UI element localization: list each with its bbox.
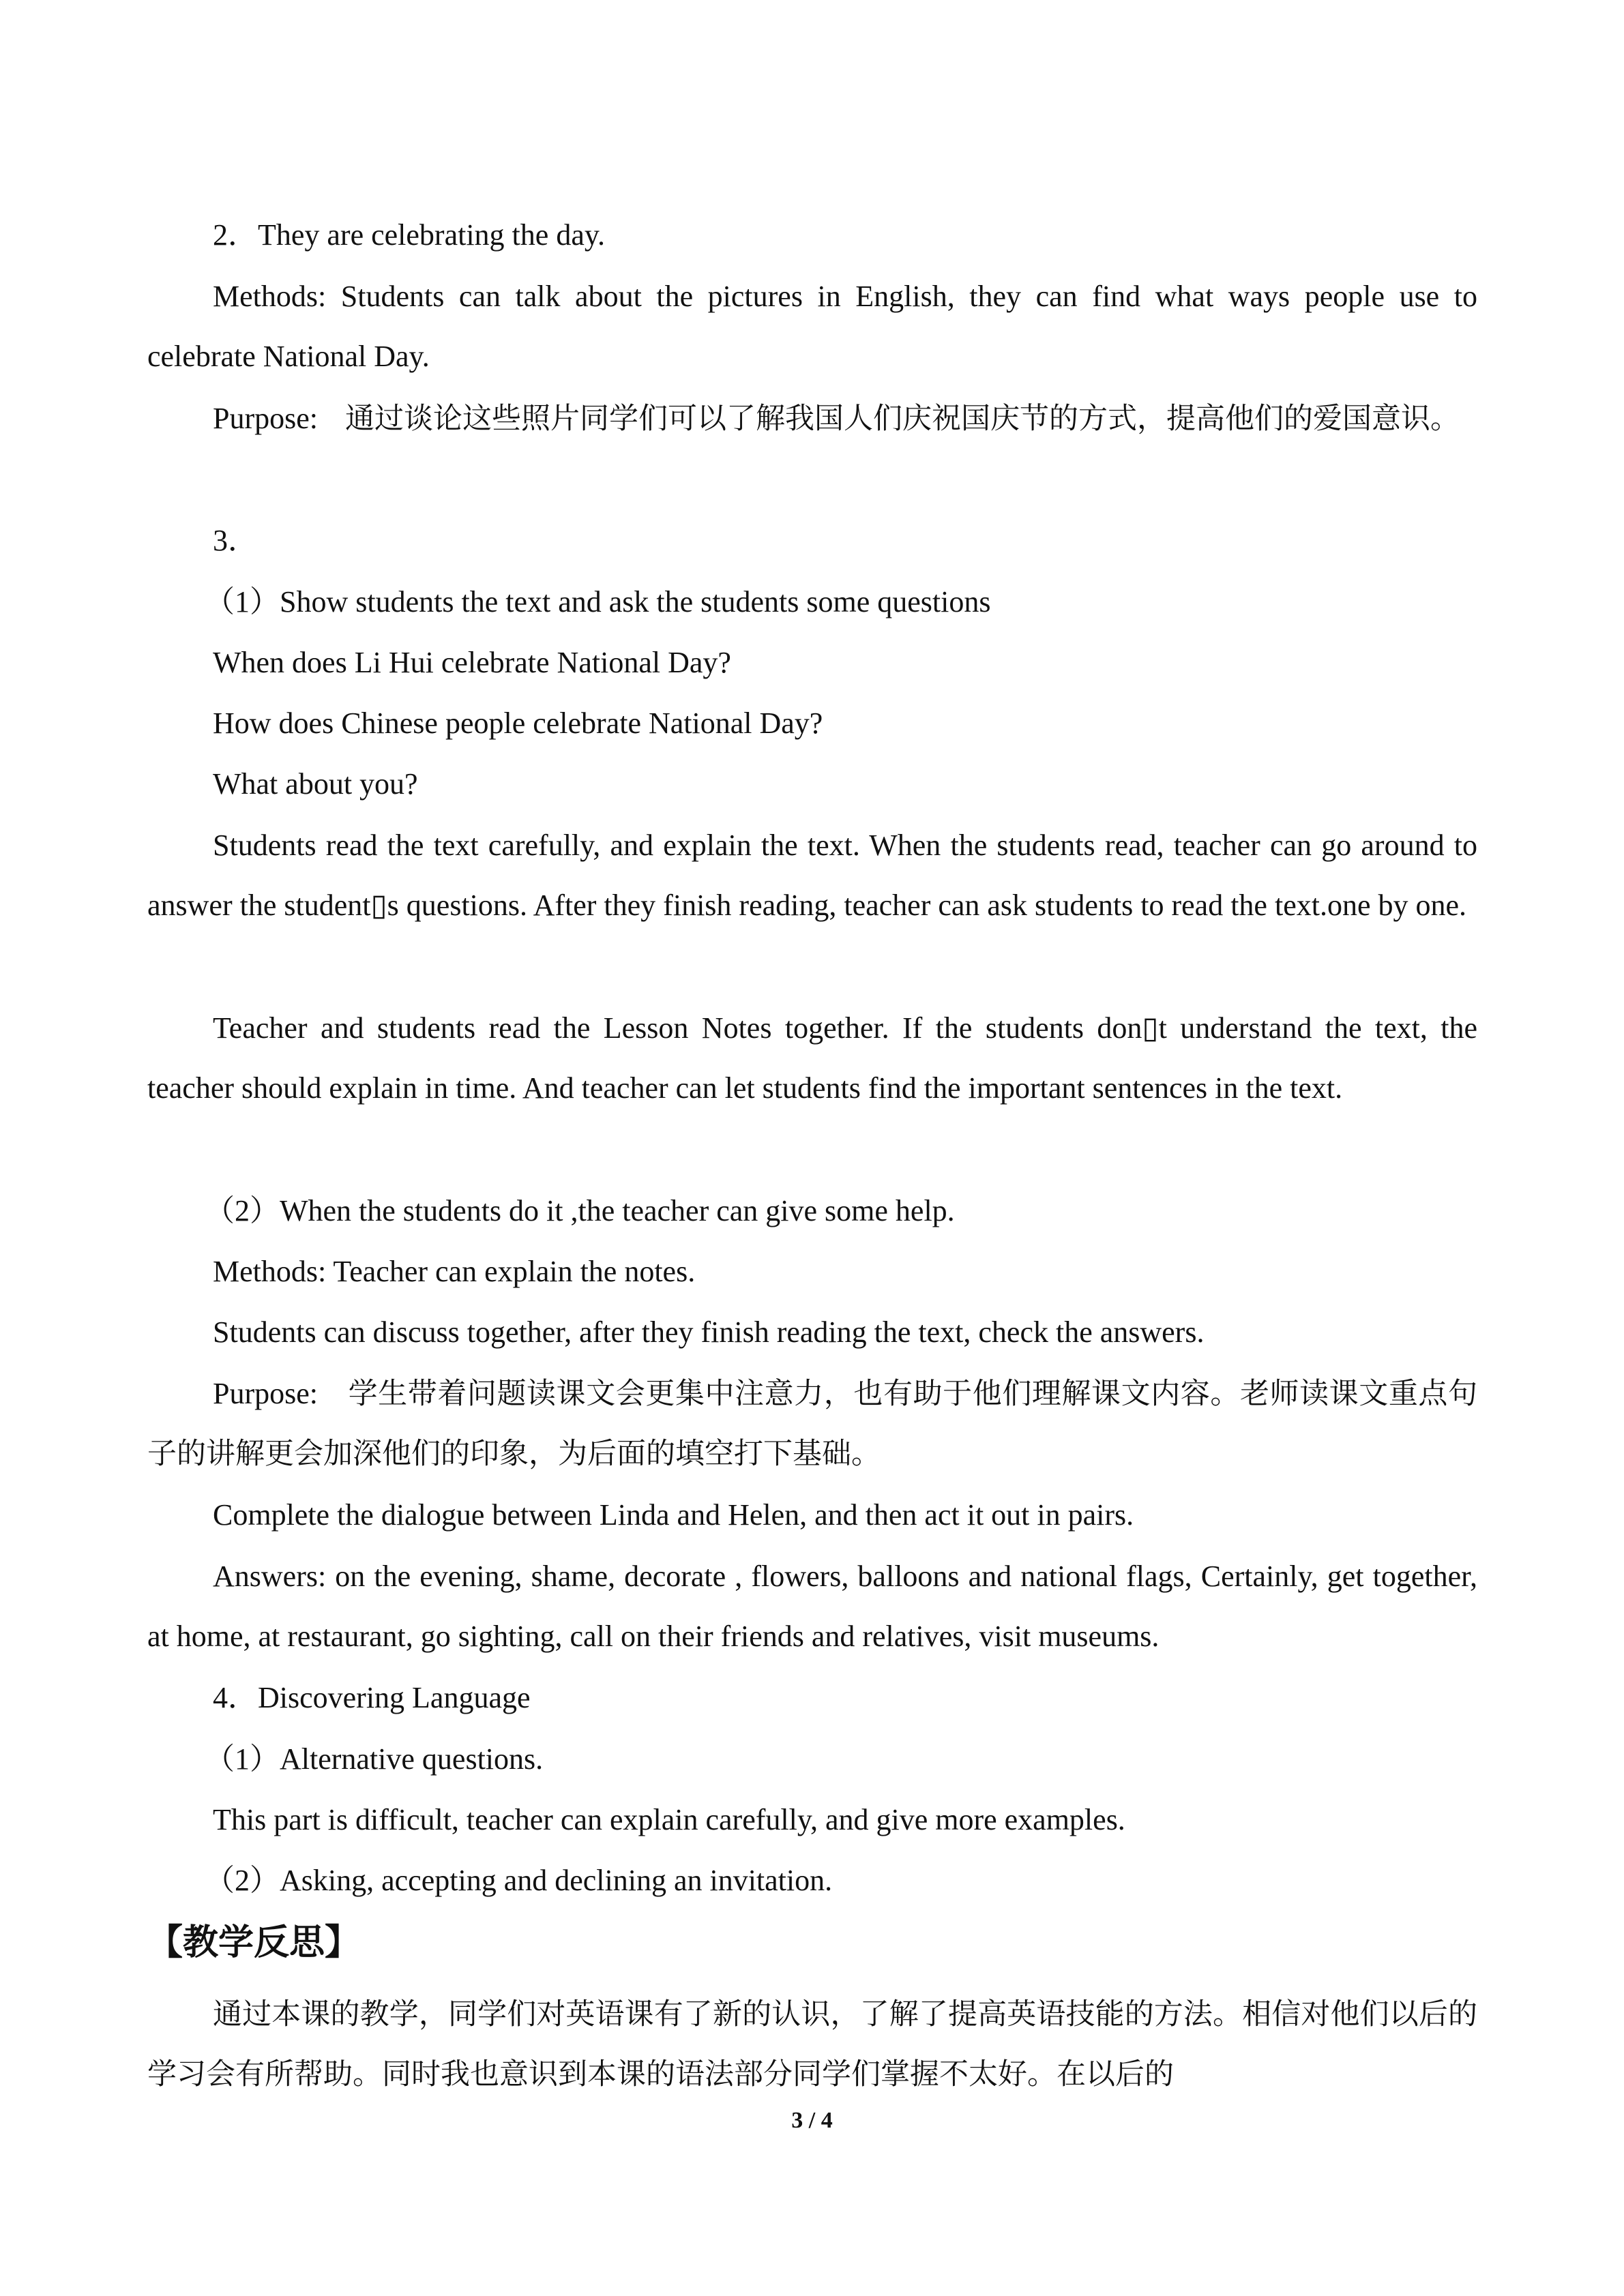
dialogue-instruction: Complete the dialogue between Linda and Helen, and then act it out in pairs. xyxy=(213,1498,1134,1532)
lesson-notes-paragraph: Teacher and students read the Lesson Notes together. If the students don▯t understand the text, the teacher should explain in time. And teacher can let students find the important sentences in the text. xyxy=(147,1011,1477,1105)
purpose-text-2: 学生带着问题读课文会更集中注意力，也有助于他们理解课文内容。老师读课文重点句子的讲解更会加深他们的印象，为后面的填空打下基础。 xyxy=(147,1377,1477,1471)
list-item-2: 2．They are celebrating the day. xyxy=(213,218,605,252)
sub-item-1: （1）Show students the text and ask the students some questions xyxy=(205,585,991,618)
question-1: When does Li Hui celebrate National Day? xyxy=(213,646,731,679)
purpose-text: 通过谈论这些照片同学们可以了解我国人们庆祝国庆节的方式，提高他们的爱国意识。 xyxy=(345,402,1460,436)
purpose-label-2: Purpose: xyxy=(213,1377,318,1410)
section-heading: 【教学反思】 xyxy=(147,1922,361,1963)
list-item-4: 4．Discovering Language xyxy=(213,1681,531,1714)
page-number: 3 / 4 xyxy=(791,2108,833,2133)
list-item-3: 3． xyxy=(213,524,258,557)
sub-item-2: （2）When the students do it ,the teacher can give some help. xyxy=(205,1194,955,1227)
purpose-paragraph-2 xyxy=(147,1364,1477,1484)
reflection-paragraph: 通过本课的教学，同学们对英语课有了新的认识，了解了提高英语技能的方法。相信对他们以后的学习会有所帮助。同时我也意识到本课的语法部分同学们掌握不太好。在以后的 xyxy=(147,1997,1477,2091)
discuss-paragraph: Students can discuss together, after they finish reading the text, check the answers. xyxy=(213,1315,1205,1349)
question-2: How does Chinese people celebrate National Day? xyxy=(213,706,823,740)
answers-paragraph: Answers: on the evening, shame, decorate , flowers, balloons and national flags, Certainly, get together, at home, at restaurant, go sighting, call on their friends and relatives, visit museums. xyxy=(147,1560,1477,1653)
methods-paragraph: Methods: Students can talk about the pictures in English, they can find what ways people use to celebrate National Day. xyxy=(147,280,1477,373)
difficulty-note: This part is difficult, teacher can explain carefully, and give more examples. xyxy=(213,1803,1125,1836)
methods-notes: Methods: Teacher can explain the notes. xyxy=(213,1255,696,1288)
purpose-label: Purpose: xyxy=(213,402,318,435)
question-3: What about you? xyxy=(213,767,418,801)
purpose-paragraph xyxy=(147,389,1477,449)
reading-paragraph: Students read the text carefully, and explain the text. When the students read, teacher can go around to answer the student▯s questions. After they finish reading, teacher can ask students to read the text.one by one. xyxy=(147,829,1477,922)
sub-item-alt-questions: （1）Alternative questions. xyxy=(205,1742,544,1776)
sub-item-invitation: （2）Asking, accepting and declining an invitation. xyxy=(205,1864,833,1897)
